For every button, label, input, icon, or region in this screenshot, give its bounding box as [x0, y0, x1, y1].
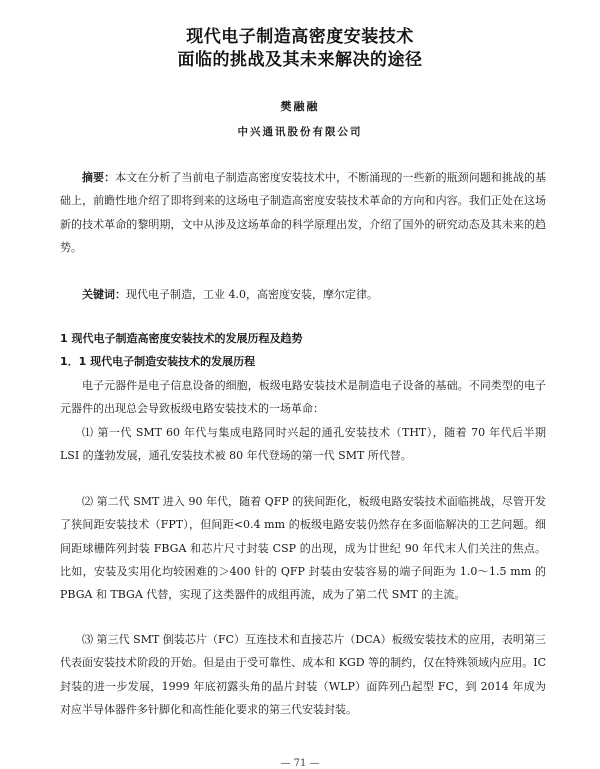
keywords-text: 现代电子制造，工业 4.0，高密度安装，摩尔定律。 — [126, 288, 378, 301]
section-heading: 1 现代电子制造高密度安装技术的发展历程及趋势 — [60, 332, 303, 345]
author-name: 樊融融 — [280, 100, 320, 113]
abstract-text: 本文在分析了当前电子制造高密度安装技术中，不断涌现的一些新的瓶颈问题和挑战的基础上，前瞻性地介绍了即将到来的这场电子制造高密度安装技术革命的方向和内容。我们正处在这场新的技术革命的黎明期，文中从涉及这场革命的科学原理出发，介绍了国外的研究动态及其未来的趋势。 — [60, 171, 547, 254]
body-paragraph: ⑶ 第三代 SMT 倒装芯片（FC）互连技术和直接芯片（DCA）板级安装技术的应用，表明第三代表面安装技术阶段的开始。但是由于受可靠性、成本和 KGD 等的制约，仅在特殊领域内应用。IC 封装的进一步发展，1999 年底初露头角的晶片封装（WLP）面阵列凸起型 FC，到 2014 年成为对应半导体器件多针脚化和高性能化要求的第三代安装封装。 — [60, 633, 546, 716]
paper-title-line-2: 面临的挑战及其未来解决的途径 — [177, 50, 423, 70]
subsection-heading: 1．1 现代电子制造安装技术的发展历程 — [60, 355, 256, 368]
body-paragraph: 电子元器件是电子信息设备的细胞，板级电路安装技术是制造电子设备的基础。不同类型的电子元器件的出现总会导致板级电路安装技术的一场革命： — [60, 379, 546, 416]
author-affiliation: 中兴通讯股份有限公司 — [237, 126, 363, 138]
body-paragraph: ⑵ 第二代 SMT 进入 90 年代，随着 QFP 的狭间距化，板级电路安装技术面临挑战，尽管开发了狭间距安装技术（FPT），但间距<0.4 mm 的板级电路安装仍然存在多面临解决的工艺问题。细间距球栅阵列封装 FBGA 和芯片尺寸封装 CSP 的出现，成为廿世纪 90 年代末人们关注的焦点。比如，安装及实用化均较困难的＞400 针的 QFP 封装由安装容易的端子间距为 1.0～1.5 mm 的 PBGA 和 TBGA 代替，实现了这类器件的成组再流，成为了第二代 SMT 的主流。 — [60, 495, 546, 602]
keywords — [60, 283, 546, 306]
abstract-label: 摘要： — [82, 171, 116, 184]
paper-title-line-1: 现代电子制造高密度安装技术 — [186, 27, 414, 47]
keywords-label: 关键词： — [82, 288, 126, 301]
page-number: — 71 — — [280, 758, 320, 769]
abstract — [60, 166, 546, 259]
body-paragraph: ⑴ 第一代 SMT 60 年代与集成电路同时兴起的通孔安装技术（THT），随着 70 年代后半期 LSI 的蓬勃发展，通孔安装技术被 80 年代登场的第一代 SMT 所代替。 — [60, 426, 546, 463]
